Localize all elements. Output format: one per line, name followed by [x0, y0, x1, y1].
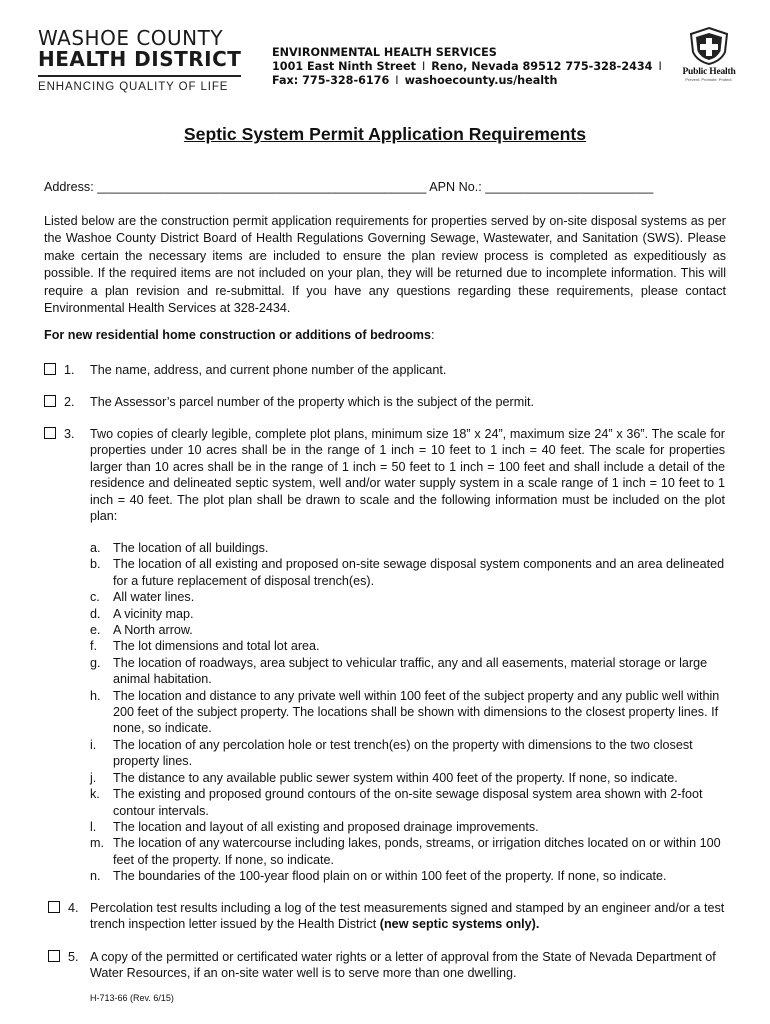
list-letter: b.	[90, 557, 101, 572]
website: washoecounty.us/health	[404, 74, 558, 87]
item-text-main: Percolation test results including a log of the test measurements signed and stamped by an engineer and/or a test trench inspection letter issued by the Health District	[90, 901, 725, 932]
intro-paragraph: Listed below are the construction permit application requirements for properties served by on-site disposal systems as per the Washoe County District Board of Health Regulations Governing Sewage, Wastewater, and Sanitation (SWS). Please make certain the necessary items are included to ensure the plan review process is completed as expeditiously as possible. If the required items are not included on your plan, they will be returned due to incomplete information. This will require a plan revision and re-submittal. If you have any questions regarding these requirements, please contact Environmental Health Services at 328-2434.	[44, 214, 726, 316]
checkbox-item-3[interactable]	[44, 427, 56, 439]
list-letter: l.	[90, 819, 97, 834]
washoe-logo	[38, 28, 248, 93]
list-item	[90, 622, 730, 638]
list-text: The location of all buildings.	[113, 541, 269, 555]
item-text	[90, 900, 730, 933]
list-item	[90, 868, 730, 884]
list-letter: m.	[90, 836, 104, 851]
list-text: The location of roadways, area subject to vehicular traffic, any and all easements, material storage or large animal habitation.	[113, 655, 708, 687]
list-text: The existing and proposed ground contours of the on-site sewage disposal system area shown with 2-foot contour intervals.	[113, 787, 703, 818]
list-letter: i.	[90, 737, 97, 752]
address-field[interactable]: _______________________________________________	[97, 180, 427, 194]
list-letter: j.	[90, 770, 97, 785]
contact-block	[272, 46, 668, 88]
requirement-item-1	[44, 362, 734, 380]
item-text: A copy of the permitted or certificated water rights or a letter of approval from the State of Nevada Department of Water Resources, if an on-site water well is to serve more than one dwelling.	[90, 950, 716, 981]
department-name: ENVIRONMENTAL HEALTH SERVICES	[272, 46, 497, 59]
item-text: The Assessor’s parcel number of the property which is the subject of the permit.	[90, 395, 535, 409]
org-tagline: ENHANCING QUALITY OF LIFE	[38, 80, 229, 93]
form-number: H-713-66 (Rev. 6/15)	[90, 993, 174, 1003]
public-health-emblem	[674, 26, 744, 90]
list-text: The boundaries of the 100-year flood plain on or within 100 feet of the property. If none, so indicate.	[113, 869, 667, 884]
separator: I	[395, 74, 399, 87]
list-item	[90, 655, 730, 688]
item-text: Two copies of clearly legible, complete plot plans, minimum size 18” x 24”, maximum size 24” x 36”. The scale for properties under 10 acres shall be in the range of 1 inch = 10 feet to 1 inch = 40 feet. The scale for properties larger than 10 acres shall be in the range of 1 inch = 50 feet to 1 inch = 100 feet and shall include a detail of the residence and delineated septic system, well and/or water supply system in a scale range of 1 inch = 10 feet to 1 inch = 40 feet. The plot plan shall be drawn to scale and the following information must be included on the plot plan:	[90, 427, 725, 524]
fax: Fax: 775-328-6176	[272, 74, 390, 87]
list-text: The lot dimensions and total lot area.	[113, 639, 320, 654]
list-letter: n.	[90, 869, 101, 884]
list-text: A North arrow.	[113, 623, 193, 638]
list-letter: f.	[90, 639, 97, 654]
checkbox-item-4[interactable]	[48, 901, 60, 913]
list-item	[90, 770, 730, 786]
list-text: The location and layout of all existing and proposed drainage improvements.	[113, 819, 539, 834]
list-text: All water lines.	[113, 590, 195, 605]
org-name-line2: HEALTH DISTRICT	[38, 47, 242, 71]
apn-label: APN No.:	[429, 180, 482, 194]
list-text: A vicinity map.	[113, 606, 194, 621]
org-name-line1: WASHOE COUNTY	[38, 26, 224, 50]
list-letter: g.	[90, 655, 101, 670]
section-heading-colon: :	[430, 328, 435, 342]
section-heading-text: For new residential home construction or additions of bedrooms	[44, 328, 431, 342]
list-letter: k.	[90, 787, 100, 802]
section-heading	[44, 328, 434, 342]
item-number: 1.	[64, 363, 75, 377]
requirement-item-3	[44, 426, 734, 526]
page-title: Septic System Permit Application Requirements	[183, 124, 587, 144]
item-number: 4.	[68, 901, 79, 915]
list-text: The location of any watercourse including lakes, ponds, streams, or irrigation ditches located on or within 100 feet of the property. If none, so indicate.	[113, 836, 721, 867]
requirement-item-4	[48, 900, 738, 934]
address-label: Address:	[44, 180, 94, 194]
list-item	[90, 688, 730, 737]
logo-divider	[38, 75, 241, 77]
address-apn-row	[44, 180, 653, 194]
list-item	[90, 589, 730, 605]
street: 1001 East Ninth Street	[272, 60, 416, 73]
list-letter: e.	[90, 623, 101, 638]
list-letter: a.	[90, 541, 101, 555]
fax-web-line	[272, 74, 668, 88]
city-phone: Reno, Nevada 89512 775-328-2434	[431, 60, 653, 73]
requirement-item-2	[44, 394, 734, 412]
requirement-item-5	[48, 949, 738, 983]
plot-plan-requirements-list	[90, 540, 730, 885]
list-item	[90, 540, 730, 556]
list-item	[90, 606, 730, 622]
list-letter: c.	[90, 590, 100, 605]
list-text: The distance to any available public sewer system within 400 feet of the property. If none, so indicate.	[113, 770, 678, 785]
list-letter: h.	[90, 688, 101, 703]
list-item	[90, 556, 730, 589]
item-number: 5.	[68, 950, 79, 964]
list-item	[90, 638, 730, 654]
separator: I	[421, 60, 426, 73]
item-number: 2.	[64, 395, 75, 409]
list-item	[90, 835, 730, 868]
item-text: The name, address, and current phone number of the applicant.	[90, 363, 447, 377]
list-text: The location of any percolation hole or test trench(es) on the property with dimensions to the two closest property lines.	[113, 737, 693, 769]
separator: I	[658, 60, 662, 73]
item-number: 3.	[64, 427, 75, 441]
address-line	[272, 60, 668, 74]
checkbox-item-5[interactable]	[48, 950, 60, 962]
list-text: The location of all existing and proposed on-site sewage disposal system components and an area delineated for a future replacement of disposal trench(es).	[113, 557, 725, 588]
list-item	[90, 786, 730, 819]
item-text-bold: (new septic systems only).	[379, 917, 540, 932]
shield-icon	[687, 26, 731, 66]
list-text: The location and distance to any private well within 100 feet of the subject property and any public well within 200 feet of the subject property. The locations shall be shown with dimensions to the closest property lines. If none, so indicate.	[113, 688, 720, 736]
emblem-title: Public Health	[682, 67, 736, 77]
list-item	[90, 819, 730, 835]
emblem-tagline: Prevent. Promote. Protect.	[685, 77, 733, 82]
checkbox-item-2[interactable]	[44, 395, 56, 407]
list-item	[90, 737, 730, 770]
checkbox-item-1[interactable]	[44, 363, 56, 375]
list-letter: d.	[90, 606, 101, 621]
apn-field[interactable]: ________________________	[485, 180, 654, 194]
